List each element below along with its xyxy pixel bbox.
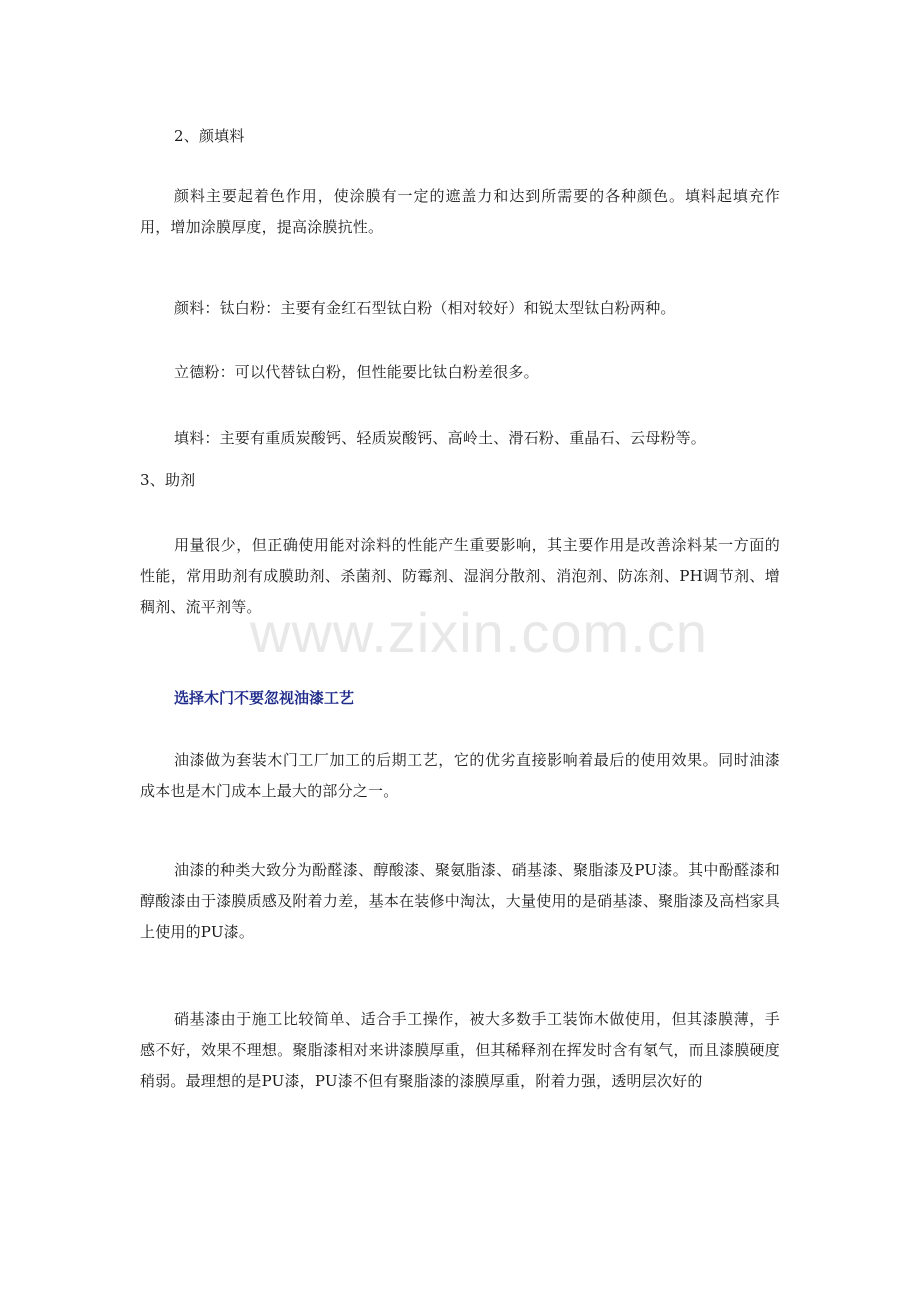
- paragraph-paint-types: 油漆的种类大致分为酚醛漆、醇酸漆、聚氨脂漆、硝基漆、聚脂漆及PU漆。其中酚醛漆和醇酸漆由于漆膜质感及附着力差，基本在装修中淘汰，大量使用的是硝基漆、聚脂漆及高档家具上使用的PU漆。: [140, 861, 780, 941]
- paragraph-titanium-white: 颜料：钛白粉：主要有金红石型钛白粉（相对较好）和锐太型钛白粉两种。: [174, 299, 676, 317]
- section-heading-pigments: 2、颜填料: [174, 127, 245, 145]
- paragraph-nitro-paint: 硝基漆由于施工比较简单、适合手工操作，被大多数手工装饰木做使用，但其漆膜薄，手感不好，效果不理想。聚脂漆相对来讲漆膜厚重，但其稀释剂在挥发时含有氡气，而且漆膜硬度稍弱。最理想的是PU漆，PU漆不但有聚脂漆的漆膜厚重，附着力强，透明层次好的: [140, 1010, 780, 1090]
- paragraph-pigment-intro: 颜料主要起着色作用，使涂膜有一定的遮盖力和达到所需要的各种颜色。填料起填充作用，增加涂膜厚度，提高涂膜抗性。: [140, 187, 780, 236]
- site-watermark: www.zixin.com.cn: [250, 601, 708, 664]
- paragraph-paint-process: 油漆做为套装木门工厂加工的后期工艺，它的优劣直接影响着最后的使用效果。同时油漆成本也是木门成本上最大的部分之一。: [140, 751, 780, 800]
- paragraph-additives: 用量很少，但正确使用能对涂料的性能产生重要影响，其主要作用是改善涂料某一方面的性能，常用助剂有成膜助剂、杀菌剂、防霉剂、湿润分散剂、消泡剂、防冻剂、PH调节剂、增稠剂、流平剂等。: [140, 536, 780, 616]
- paragraph-lithopone: 立德粉：可以代替钛白粉，但性能要比钛白粉差很多。: [174, 363, 539, 381]
- section-heading-additives: 3、助剂: [140, 471, 196, 489]
- paragraph-fillers: 填料：主要有重质炭酸钙、轻质炭酸钙、高岭土、滑石粉、重晶石、云母粉等。: [174, 429, 707, 447]
- article-title-link[interactable]: 选择木门不要忽视油漆工艺: [174, 689, 355, 707]
